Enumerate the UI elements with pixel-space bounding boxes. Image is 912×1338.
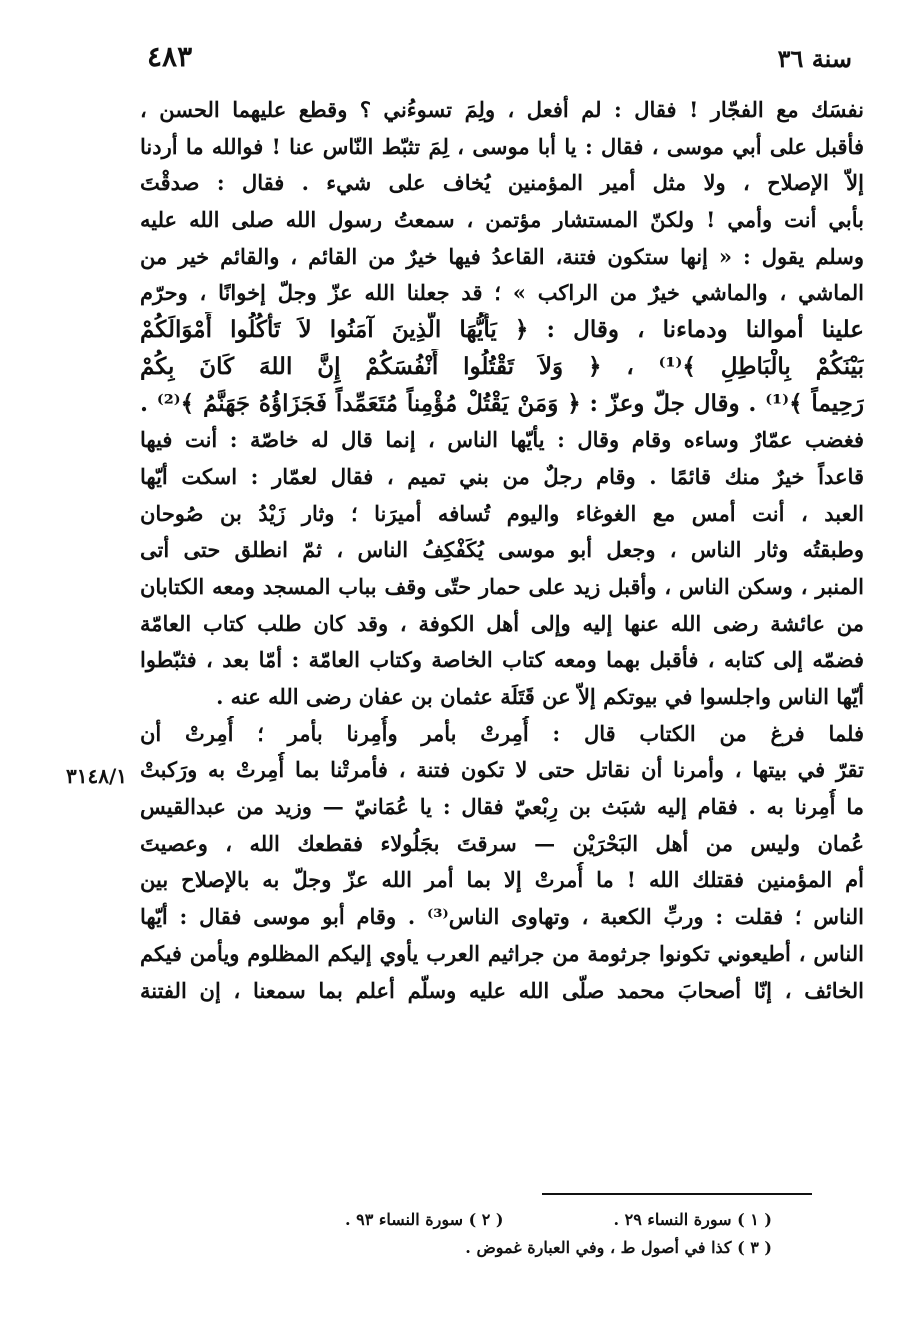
text-line: أيّها الناس واجلسوا في بيوتكم إلاّ عن قَتَلَة عثمان بن عفان رضى الله عنه .	[216, 684, 864, 709]
text-line: وطبقتُه وثار الناس ، وجعل أبو موسى يُكَفْكِفُ الناس ، ثمّ انطلق حتى أتى	[140, 537, 864, 563]
footnote-divider	[542, 1193, 812, 1195]
text-line: الماشي ، والماشي خيرٌ من الراكب » ؛ قد جعلنا الله عزّ وجلّ إخوانًا ، وحرّم	[140, 280, 864, 306]
text-line: فأقبل على أبي موسى ، فقال : يا أبا موسى ، لِمَ تثبّط النّاس عنا ! فوالله ما أردنا	[140, 133, 864, 159]
text-line: تقرّ في بيتها ، وأمرنا أن نقاتل حتى لا تكون فتنة ، فأمرتْنا بما أُمِرتْ به ورَكبتْ	[140, 757, 864, 783]
text-line: الناس ؛ فقلت : وربِّ الكعبة ، وتهاوى الناس⁽³⁾ . وقام أبو موسى فقال : أيّها	[140, 904, 864, 930]
page-number: ٤٨٣	[147, 40, 193, 73]
footnote-2: ( ٢ ) سورة النساء ٩٣ .	[344, 1210, 504, 1229]
text-line: نفسَك مع الفجّار ! فقال : لم أفعل ، ولِمَ تسوءُني ؟ وقطع عليهما الحسن ،	[140, 97, 864, 122]
text-line: العبد ، أنت أمس مع الغوغاء واليوم تُسافه أميرَنا ؛ وثار زَيْدُ بن صُوحان	[140, 500, 864, 526]
main-text	[140, 92, 864, 1009]
quran-line: علينا أموالنا ودماءنا ، وقال : ﴿ يَأَيُّهَا الَّذِينَ آمَنُوا لاَ تَأْكُلُوا أَمْوَالَكُمْ	[140, 316, 864, 344]
quran-line: رَحِيماً ﴾⁽¹⁾ . وقال جلّ وعزّ : ﴿ وَمَنْ يَقْتُلْ مُؤْمِناً مُتَعَمِّداً فَجَزَاؤُهُ جَهَنَّمُ ﴾⁽²⁾ .	[140, 389, 864, 417]
text-line: قاعداً خيرٌ منك قائمًا . وقام رجلٌ من بني تميم ، فقال لعمّار : اسكت أيّها	[140, 463, 864, 489]
text-line: فضمّه إلى كتابه ، فأقبل بهما ومعه كتاب الخاصة وكتاب العامّة : أمّا بعد ، فثبّطوا	[140, 647, 864, 673]
text-line: فلما فرغ من الكتاب قال : أُمِرتْ بأمر وأُمِرنا بأمر ؛ أُمِرتْ أن	[140, 720, 864, 746]
text-line: الخائف ، إنّا أصحابَ محمد صلّى الله عليه وسلّم أعلم بما سمعنا ، إن الفتنة	[140, 977, 864, 1003]
text-line: الناس ، أطيعوني تكونوا جرثومة من جراثيم العرب يأوي إليكم المظلوم ويأمن فيكم	[140, 940, 864, 966]
footnote-1: ( ١ ) سورة النساء ٢٩ .	[613, 1210, 772, 1229]
running-header-year: سنة ٣٦	[777, 44, 852, 73]
text-line: إلاّ الإصلاح ، ولا مثل أمير المؤمنين يُخاف على شيء . فقال : صدقْتَ	[140, 170, 864, 196]
footnote-3: ( ٣ ) كذا في أصول ط ، وفي العبارة غموض .	[465, 1238, 772, 1257]
text-line: المنبر ، وسكن الناس ، وأقبل زيد على حمار حتّى وقف بباب المسجد ومعه الكتابان	[140, 573, 864, 599]
text-line: ما أُمِرنا به . فقام إليه شبَث بن رِبْعيّ فقال : يا عُمَانيّ — وزيد من عبدالقيس	[140, 794, 864, 820]
footnotes	[172, 1206, 772, 1262]
text-line: بأبي أنت وأمي ! ولكنّ المستشار مؤتمن ، سمعتُ رسول الله صلى الله عليه	[140, 207, 864, 233]
text-line: أم المؤمنين فقتلك الله ! ما أُمرتْ إلا بما أمر الله عزّ وجلّ به بالإصلاح بين	[140, 867, 864, 893]
footnote-line	[172, 1234, 772, 1262]
text-line: وسلم يقول : « إنها ستكون فتنة، القاعدُ فيها خيرٌ من القائم ، والقائم خير من	[140, 243, 864, 269]
text-line: من عائشة رضى الله عنها إليه وإلى أهل الكوفة ، وقد كان طلب كتاب العامّة	[140, 610, 864, 636]
footnote-line	[172, 1206, 772, 1234]
text-line: عُمان وليس من أهل البَحْرَيْن — سرقتَ بجَلُولاء فقطعك الله ، وعصيتَ	[140, 830, 864, 856]
margin-reference: ٣١٤٨/١	[66, 764, 128, 788]
quran-line: بَيْنَكُمْ بِالْبَاطِلِ ﴾⁽¹⁾ ، ﴿ وَلاَ تَقْتُلُوا أَنْفُسَكُمْ إِنَّ اللهَ كَانَ بِكُمْ	[140, 352, 864, 380]
text-line: فغضب عمّارٌ وساءه وقام وقال : يأيّها الناس ، إنما قال له خاصّة : أنت فيها	[140, 427, 864, 453]
